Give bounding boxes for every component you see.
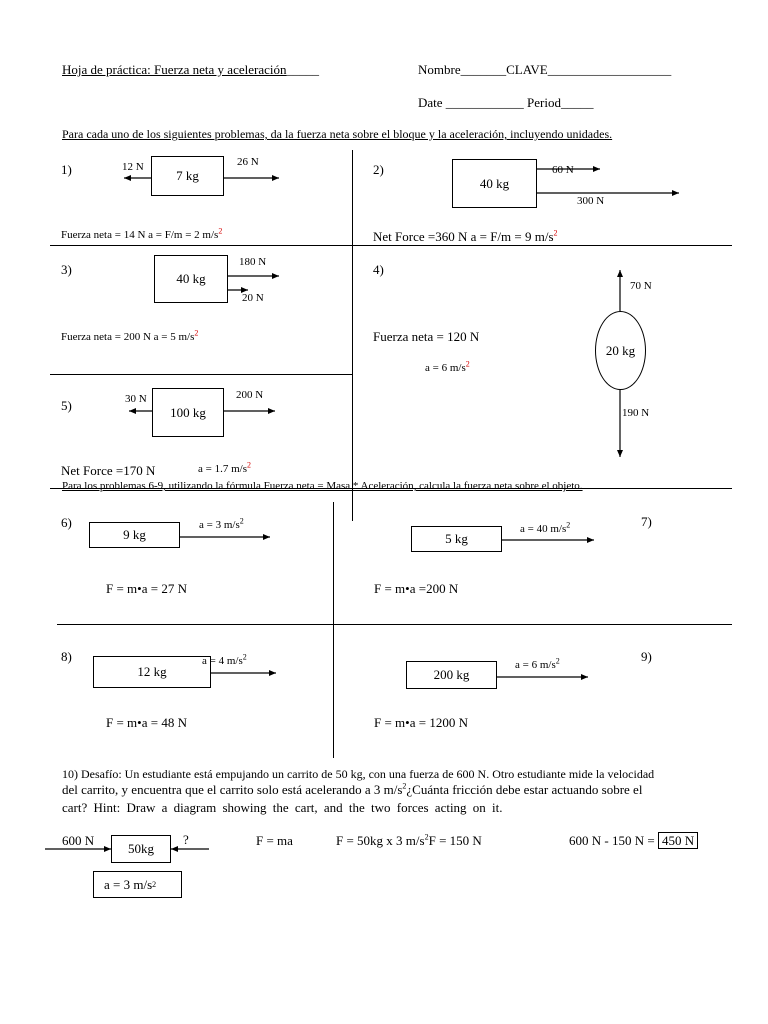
problem-2-answer: Net Force =360 N a = F/m = 9 $m/s^2$ [373,228,558,244]
problem-5-number: 5) [61,398,72,413]
problem-1-number: 1) [61,162,72,177]
problem-6-number: 6) [61,515,72,530]
acceleration-label: a = 3 $m/s^2$ [199,516,244,531]
instructions-2: Para los problemas 6-9, utilizando la fórmula Fuerza neta = Masa * Aceleración, calcula la fuerza neta sobre el objeto. [62,480,583,492]
problem-8-answer: F = m•a = 48 N [106,715,187,730]
push-force-label: 600 N [62,833,95,848]
result-box: 450 N [658,832,698,849]
challenge-line-3: cart? Hint: Draw a diagram showing the cart, and the two forces acting on it. [62,800,503,815]
problem-3-answer: Fuerza neta = 200 N a = 5 $m/s^2$ [61,328,199,343]
challenge-line-1: 10) Desafío: Un estudiante está empujando un carrito de 50 kg, con una fuerza de 600 N. Otro estudiante mide la velocidad [62,767,655,781]
challenge-line-2: del carrito, y encuentra que el carrito solo está acelerando a 3 $m/s^2¿Cuánta$ fricción debe estar actuando sobre el [62,781,643,797]
block-40kg: 40 kg [452,159,537,208]
block-5kg: 5 kg [411,526,502,552]
calculation: F = 50kg x 3 $m/s^2F = 150$ N [336,832,482,848]
force-label: 20 N [242,292,264,304]
problem-4-answer-force: Fuerza neta = 120 N [373,329,480,344]
block-12kg: 12 kg [93,656,211,688]
force-label: 60 N [552,164,574,176]
force-label: 30 N [125,393,147,405]
date-line: Date ____________ Period_____ [418,95,594,110]
problem-1-answer: Fuerza neta = 14 N a = F/m = 2 $m/s^2$ [61,226,223,241]
problem-2-number: 2) [373,162,384,177]
problem-5-answer-acc: a = 1.7 $m/s^2$ [198,460,251,475]
formula: F = ma [256,833,293,848]
block-40kg: 40 kg [154,255,228,303]
title-tail: _____ [286,62,319,77]
block-200kg: 200 kg [406,661,497,689]
force-label: 70 N [630,280,652,292]
acceleration-label: a = 6 $m/s^2$ [515,656,560,671]
friction-unknown-label: ? [183,832,189,847]
name-line: Nombre_______CLAVE___________________ [418,62,672,77]
title-text: Hoja de práctica: Fuerza neta y aceleración [62,62,287,77]
problem-5-answer-force: Net Force =170 N [61,463,156,478]
ellipse-20kg: 20 kg [595,311,646,390]
problem-4-number: 4) [373,262,384,277]
cart-50kg: 50kg [111,835,171,863]
block-9kg: 9 kg [89,522,180,548]
acceleration-label: a = 4 $m/s^2$ [202,652,247,667]
force-label: 180 N [239,256,267,268]
force-label: 200 N [236,389,264,401]
force-label: 190 N [622,407,650,419]
acceleration-box: a = 3 m/s 2 [93,871,182,898]
instructions-1: Para cada uno de los siguientes problemas, da la fuerza neta sobre el bloque y la aceleración, incluyendo unidades. [62,127,613,141]
force-label: 12 N [122,161,144,173]
problem-6-answer: F = m•a = 27 N [106,581,187,596]
problem-3-number: 3) [61,262,72,277]
force-label: 300 N [577,195,605,207]
problem-8-number: 8) [61,649,72,664]
problem-9-answer: F = m•a = 1200 N [374,715,468,730]
result: 600 N - 150 N = 450 N [569,834,698,847]
problem-7-answer: F = m•a =200 N [374,581,459,596]
problem-7-number: 7) [641,514,652,529]
block-7kg: 7 kg [151,156,224,196]
force-label: 26 N [237,156,259,168]
problem-4-answer-acc: a = 6 $m/s^2$ [425,359,470,374]
block-100kg: 100 kg [152,388,224,437]
problem-9-number: 9) [641,649,652,664]
acceleration-label: a = 40 $m/s^2$ [520,520,571,535]
